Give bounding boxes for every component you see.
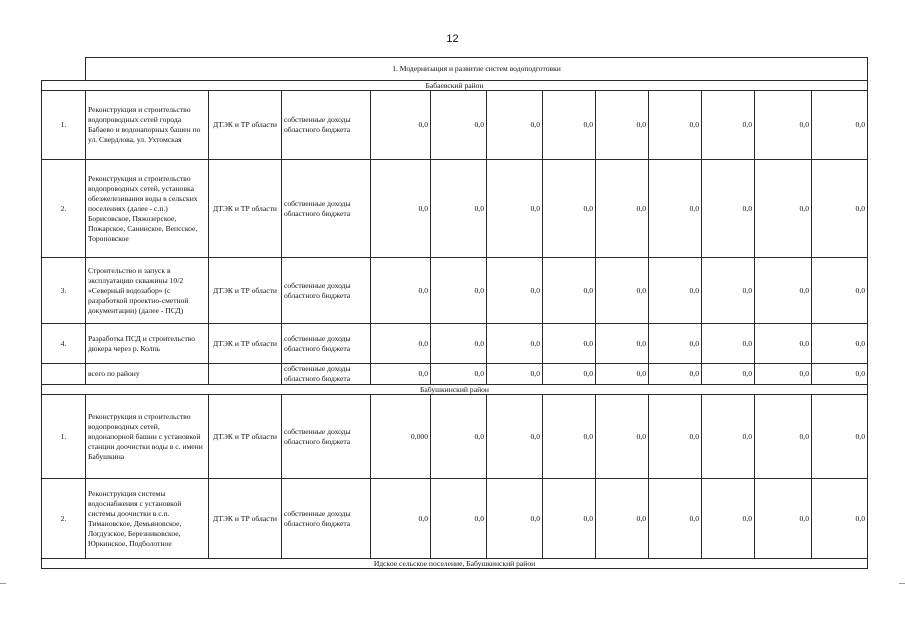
table-row (42, 160, 868, 258)
value-cell: 0,0 (755, 364, 812, 385)
section-title: 1. Модернизация и развитие систем водоподготовки (86, 58, 868, 81)
value-cell: 0,000 (371, 395, 431, 479)
value-cell: 0,0 (543, 160, 596, 258)
value-cell: 0,0 (702, 479, 755, 559)
table-row (42, 91, 868, 160)
executor: ДТЭК и ТР области (209, 324, 282, 364)
value-cell: 0,0 (543, 258, 596, 324)
value-cell: 0,0 (812, 258, 868, 324)
value-cell: 0,0 (649, 364, 702, 385)
value-cell: 0,0 (702, 324, 755, 364)
total-label: всего по району (86, 364, 209, 385)
value-cell: 0,0 (755, 324, 812, 364)
value-cell: 0,0 (371, 258, 431, 324)
measure-name: Реконструкция и строительство водопроводных сетей, водонапорной башни с установкой станции доочистки воды в с. имени Бабушкина (86, 395, 209, 479)
value-cell: 0,0 (543, 479, 596, 559)
value-cell: 0,0 (371, 324, 431, 364)
value-cell: 0,0 (431, 324, 487, 364)
value-cell: 0,0 (649, 160, 702, 258)
table-row (42, 258, 868, 324)
value-cell: 0,0 (755, 395, 812, 479)
total-empty-cell (42, 364, 86, 385)
measure-name: Строительство и запуск в эксплуатацию скважины 10/2 «Северный водозабор» (с разработкой проектно-сметной документации) (далее - ПСД) (86, 258, 209, 324)
table-row (42, 395, 868, 479)
table-row (42, 479, 868, 559)
scan-edge-mark (0, 583, 6, 584)
value-cell: 0,0 (702, 395, 755, 479)
value-cell: 0,0 (755, 479, 812, 559)
value-cell: 0,0 (543, 324, 596, 364)
value-cell: 0,0 (755, 258, 812, 324)
measure-name: Реконструкция и строительство водопроводных сетей города Бабаево и водонапорных башен по ул. Свердлова, ул. Ухтомская (86, 91, 209, 160)
value-cell: 0,0 (596, 395, 649, 479)
measure-name: Реконструкция и строительство водопроводных сетей, установка обезжелезивания воды в сельских поселениях (далее - с.п.) Борисовское, Пяжозерское, Пожарское, Санинское, Вепсское, Тороповское (86, 160, 209, 258)
value-cell: 0,0 (371, 160, 431, 258)
executor: ДТЭК и ТР области (209, 479, 282, 559)
value-cell: 0,0 (812, 324, 868, 364)
value-cell: 0,0 (487, 364, 543, 385)
value-cell: 0,0 (702, 258, 755, 324)
row-number: 1. (42, 91, 86, 160)
section-gap-cell (42, 58, 86, 81)
row-number: 4. (42, 324, 86, 364)
executor: ДТЭК и ТР области (209, 91, 282, 160)
funding-source: собственные доходы областного бюджета (282, 479, 371, 559)
district-header: Бабаевский район (42, 81, 868, 91)
executor: ДТЭК и ТР области (209, 395, 282, 479)
program-table (41, 57, 868, 569)
table-row (42, 324, 868, 364)
row-number: 1. (42, 395, 86, 479)
value-cell: 0,0 (812, 160, 868, 258)
value-cell: 0,0 (812, 91, 868, 160)
measure-name: Разработка ПСД и строительство дюкера через р. Колпь (86, 324, 209, 364)
value-cell: 0,0 (487, 479, 543, 559)
measure-name: Реконструкция системы водоснабжения с установкой системы доочистки в с.п. Тимановское, Демьяновское, Логдузское, Березниковское, Юркинское, Подболотное (86, 479, 209, 559)
value-cell: 0,0 (596, 324, 649, 364)
district-total-row (42, 364, 868, 385)
value-cell: 0,0 (702, 91, 755, 160)
value-cell: 0,0 (702, 160, 755, 258)
value-cell: 0,0 (487, 91, 543, 160)
funding-source: собственные доходы областного бюджета (282, 364, 371, 385)
value-cell: 0,0 (755, 160, 812, 258)
value-cell: 0,0 (596, 160, 649, 258)
value-cell: 0,0 (812, 364, 868, 385)
page-number: 12 (446, 33, 459, 45)
value-cell: 0,0 (812, 395, 868, 479)
value-cell: 0,0 (371, 91, 431, 160)
value-cell: 0,0 (431, 91, 487, 160)
value-cell: 0,0 (649, 395, 702, 479)
value-cell: 0,0 (543, 364, 596, 385)
value-cell: 0,0 (431, 160, 487, 258)
subdistrict-header: Идское сельское поселение, Бабушкинский район (42, 559, 868, 569)
value-cell: 0,0 (812, 479, 868, 559)
total-empty-cell (209, 364, 282, 385)
value-cell: 0,0 (431, 258, 487, 324)
executor: ДТЭК и ТР области (209, 160, 282, 258)
value-cell: 0,0 (371, 479, 431, 559)
value-cell: 0,0 (596, 364, 649, 385)
scan-edge-mark (899, 583, 905, 584)
value-cell: 0,0 (543, 395, 596, 479)
value-cell: 0,0 (431, 395, 487, 479)
value-cell: 0,0 (543, 91, 596, 160)
value-cell: 0,0 (487, 258, 543, 324)
value-cell: 0,0 (371, 364, 431, 385)
funding-source: собственные доходы областного бюджета (282, 395, 371, 479)
value-cell: 0,0 (649, 91, 702, 160)
funding-source: собственные доходы областного бюджета (282, 160, 371, 258)
funding-source: собственные доходы областного бюджета (282, 258, 371, 324)
value-cell: 0,0 (649, 324, 702, 364)
row-number: 2. (42, 479, 86, 559)
value-cell: 0,0 (596, 479, 649, 559)
value-cell: 0,0 (487, 324, 543, 364)
district-header: Бабушкинский район (42, 385, 868, 395)
value-cell: 0,0 (596, 258, 649, 324)
value-cell: 0,0 (487, 395, 543, 479)
value-cell: 0,0 (649, 258, 702, 324)
row-number: 2. (42, 160, 86, 258)
funding-source: собственные доходы областного бюджета (282, 91, 371, 160)
value-cell: 0,0 (755, 91, 812, 160)
funding-source: собственные доходы областного бюджета (282, 324, 371, 364)
value-cell: 0,0 (702, 364, 755, 385)
value-cell: 0,0 (487, 160, 543, 258)
value-cell: 0,0 (431, 364, 487, 385)
value-cell: 0,0 (596, 91, 649, 160)
value-cell: 0,0 (649, 479, 702, 559)
row-number: 3. (42, 258, 86, 324)
executor: ДТЭК и ТР области (209, 258, 282, 324)
value-cell: 0,0 (431, 479, 487, 559)
